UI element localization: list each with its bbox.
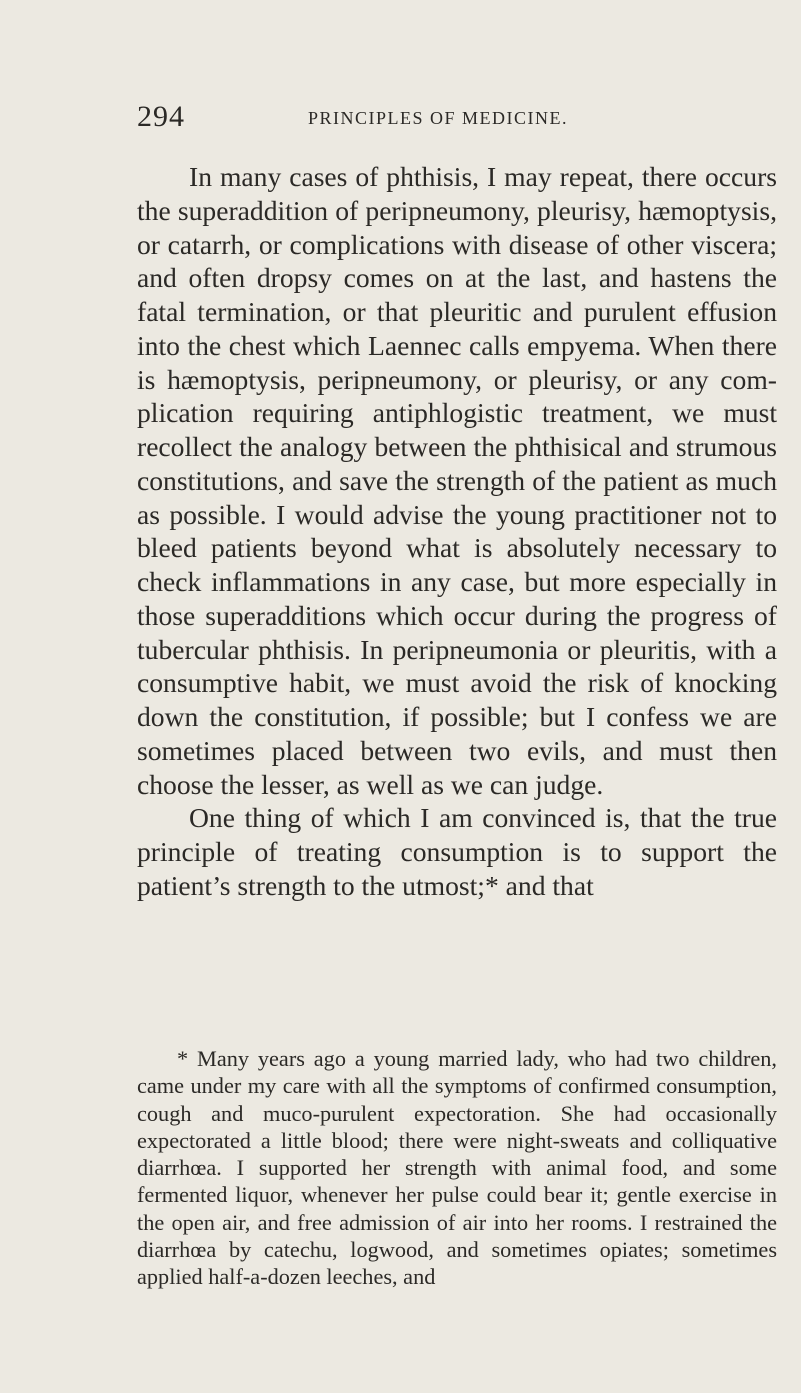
running-head-title: PRINCIPLES OF MEDICINE. — [308, 108, 569, 128]
footnote — [137, 1045, 777, 1290]
running-head — [137, 100, 777, 140]
paragraph: In many cases of phthisis, I may repeat, there occurs the superaddition of peripneumony, pleurisy, hæmoptysis, or catarrh, or complications with disease of other viscera; and often dropsy comes on at the last, and hastens the fatal termination, or that pleuritic and purulent effusion into the chest which Laennec calls empyema. When there is hæmoptysis, peripneumony, or pleurisy, or any complication requiring antiphlogistic treatment, we must recollect the analogy between the phthisical and strumous constitutions, and save the strength of the patient as much as possible. I would advise the young practitioner not to bleed patients beyond what is absolutely necessary to check inflammations in any case, but more especially in those superadditions which occur during the progress of tubercular phthisis. In peripneumonia or pleuritis, with a consumptive habit, we must avoid the risk of knocking down the constitution, if possible; but I confess we are sometimes placed between two evils, and must then choose the lesser, as well as we can judge. — [137, 161, 777, 800]
paragraph: One thing of which I am convinced is, that the true principle of treating consumption is to support the patient’s strength to the utmost;* and that — [137, 802, 777, 901]
main-text — [137, 160, 777, 903]
page-number: 294 — [137, 100, 185, 133]
footnote-text: * Many years ago a young married lady, who had two children, came under my care with all the symptoms of confirmed consumption, cough and muco-purulent expectoration. She had occasionally expectorated a little blood; there were night-sweats and colliquative diarrhœa. I supported her strength with animal food, and some fermented liquor, whenever her pulse could bear it; gentle exercise in the open air, and free admission of air into her rooms. I restrained the diarrhœa by catechu, logwood, and sometimes opiates; sometimes applied half-a-dozen leeches, and — [137, 1046, 777, 1289]
